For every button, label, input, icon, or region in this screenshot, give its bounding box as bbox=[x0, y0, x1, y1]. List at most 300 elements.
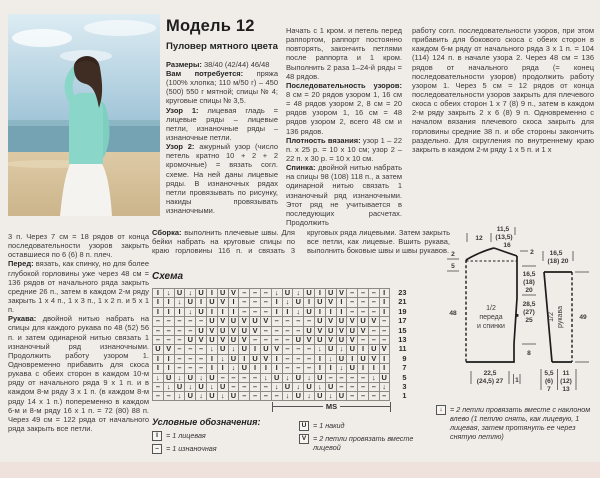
chart-cell: U bbox=[184, 297, 195, 306]
chart-cell: – bbox=[271, 391, 282, 400]
chart-cell: U bbox=[217, 288, 228, 297]
chart-cell: ↓ bbox=[379, 382, 390, 391]
column-instructions-1 bbox=[286, 26, 402, 227]
svg-text:(24,5) 27: (24,5) 27 bbox=[476, 378, 504, 385]
chart-cell: – bbox=[152, 326, 163, 335]
chart-cell: ↓ bbox=[228, 363, 239, 372]
chart-cell: – bbox=[346, 288, 357, 297]
chart-cell: U bbox=[249, 354, 260, 363]
chart-cell: – bbox=[238, 382, 249, 391]
paragraph: Сборка: выполнить плечевые швы. Для бейки набрать на круговые спицы по краю горловины 116 п. и связать 3 круговых ряда лицевыми. Затем закрыть все петли, как лицевые. Вшить рукава, выполнить боковые швы и швы рукавов. bbox=[152, 228, 450, 256]
chart-cell: U bbox=[379, 373, 390, 382]
chart-cell: ↓ bbox=[163, 288, 174, 297]
chart-cell: I bbox=[206, 363, 217, 372]
chart-row bbox=[152, 344, 407, 353]
chart-cell: I bbox=[303, 297, 314, 306]
chart-cell: I bbox=[271, 354, 282, 363]
chart-cell: U bbox=[292, 297, 303, 306]
chart-cell: – bbox=[336, 382, 347, 391]
chart-cell: ↓ bbox=[282, 373, 293, 382]
chart-cell: – bbox=[303, 363, 314, 372]
chart-cell: – bbox=[238, 288, 249, 297]
chart-cell: V bbox=[325, 297, 336, 306]
chart-cell: – bbox=[368, 288, 379, 297]
legend-item-text: = 2 петли провязать вместе лицевой bbox=[313, 434, 414, 452]
chart-cell: I bbox=[163, 363, 174, 372]
chart-cell: U bbox=[217, 344, 228, 353]
chart-cell: I bbox=[379, 363, 390, 372]
chart-cell: I bbox=[325, 363, 336, 372]
svg-text:2: 2 bbox=[451, 251, 455, 258]
chart-cell: I bbox=[314, 363, 325, 372]
svg-text:рукава: рукава bbox=[557, 306, 564, 328]
paragraph: Вам потребуется: пряжа (100% хлопка; 110 м/50 г) – 450 (500) 550 г мятной; спицы № 4; круговые спицы № 3,5. bbox=[166, 68, 278, 106]
chart-row-number: 3 bbox=[402, 381, 407, 391]
chart-row-number: 7 bbox=[402, 363, 407, 373]
chart-row bbox=[152, 391, 407, 400]
chart-cell: ↓ bbox=[228, 344, 239, 353]
scan-edge bbox=[0, 462, 600, 478]
chart-cell: I bbox=[249, 344, 260, 353]
intro-paragraphs bbox=[166, 60, 278, 215]
instructions-paragraphs-2 bbox=[412, 26, 594, 154]
svg-text:(13,5): (13,5) bbox=[495, 234, 513, 241]
chart-cell: U bbox=[325, 326, 336, 335]
chart-row bbox=[152, 382, 407, 391]
chart-cell: U bbox=[325, 382, 336, 391]
chart-cell: – bbox=[260, 391, 271, 400]
paragraph: Узор 2: ажурный узор (число петель кратно 10 + 2 + 2 кромочные) = вязать согл. схеме. На ней даны лицевые ряды. В изнаночных рядах петли провязывать по рисунку, накиды провязывать изнаночными. bbox=[166, 142, 278, 216]
chart-cell: I bbox=[152, 363, 163, 372]
chart-cell: I bbox=[336, 297, 347, 306]
chart-cell: U bbox=[303, 326, 314, 335]
legend-group-2 bbox=[299, 421, 427, 455]
chart-cell: – bbox=[238, 391, 249, 400]
chart-row bbox=[152, 326, 407, 335]
chart-row bbox=[152, 307, 407, 316]
stitch-symbol-icon: U bbox=[299, 421, 309, 431]
chart-cell: – bbox=[163, 335, 174, 344]
chart-cell: ↓ bbox=[336, 363, 347, 372]
chart-cell: V bbox=[195, 335, 206, 344]
legend-item-text: = 2 петли провязать вместе с наклоном влево (1 петлю снять, как лицевую, 1 лицевая, затем протянуть ее через снятую петлю) bbox=[450, 405, 591, 441]
chart-cell: I bbox=[206, 354, 217, 363]
chart-cell: U bbox=[357, 354, 368, 363]
chart-cell: – bbox=[217, 373, 228, 382]
legend-item-text: = 1 изнаночная bbox=[166, 444, 217, 453]
chart-cell: – bbox=[368, 307, 379, 316]
stitch-symbol-icon: ↓ bbox=[436, 405, 446, 415]
chart-row-number: 11 bbox=[398, 344, 407, 354]
chart-cell: U bbox=[206, 373, 217, 382]
chart-cell: – bbox=[303, 344, 314, 353]
chart-cell: ↓ bbox=[325, 354, 336, 363]
chart-cell: ↓ bbox=[314, 344, 325, 353]
chart-cell: U bbox=[217, 326, 228, 335]
schema-heading: Схема bbox=[152, 271, 184, 282]
ms-label: MS bbox=[325, 402, 338, 411]
chart-row-number: 23 bbox=[398, 288, 407, 297]
chart-cell: – bbox=[325, 373, 336, 382]
chart-cell: – bbox=[260, 335, 271, 344]
chart-cell: – bbox=[184, 326, 195, 335]
chart-cell: – bbox=[152, 316, 163, 325]
chart-cell: ↓ bbox=[271, 382, 282, 391]
chart-cell: ↓ bbox=[174, 373, 185, 382]
svg-text:28,5: 28,5 bbox=[522, 301, 536, 308]
chart-cell: – bbox=[292, 363, 303, 372]
chart-row-number: 21 bbox=[398, 297, 407, 307]
chart-cell: V bbox=[249, 326, 260, 335]
chart-cell: – bbox=[346, 382, 357, 391]
svg-text:48: 48 bbox=[449, 310, 457, 317]
legend-item bbox=[152, 444, 284, 454]
chart-cell: U bbox=[292, 391, 303, 400]
paragraph: Последовательность узоров: 8 см = 20 рядов узором 1, 16 см = 48 рядов узором 2, 8 см = 20 рядов узором 1, 16 см = 48 рядов узором 2, всего 48 см и 136 рядов. bbox=[286, 80, 402, 136]
svg-text:8: 8 bbox=[527, 350, 531, 357]
chart-cell: – bbox=[357, 288, 368, 297]
chart-cell: – bbox=[357, 335, 368, 344]
chart-cell: U bbox=[368, 344, 379, 353]
chart-cell: – bbox=[174, 344, 185, 353]
chart-cell: I bbox=[152, 297, 163, 306]
svg-text:16,5: 16,5 bbox=[522, 271, 536, 278]
chart-cell: V bbox=[346, 335, 357, 344]
chart-cell: – bbox=[379, 391, 390, 400]
svg-text:2: 2 bbox=[530, 249, 534, 256]
chart-cell: I bbox=[346, 354, 357, 363]
svg-text:20: 20 bbox=[525, 287, 533, 294]
assembly-paragraphs bbox=[152, 228, 450, 255]
chart-cell: – bbox=[368, 382, 379, 391]
chart-cell: U bbox=[336, 335, 347, 344]
chart-cell: ↓ bbox=[163, 382, 174, 391]
lace-chart bbox=[152, 288, 407, 401]
pattern-subtitle: Пуловер мятного цвета bbox=[166, 41, 278, 53]
chart-cell: U bbox=[217, 382, 228, 391]
legend-item bbox=[436, 405, 596, 441]
chart-cell: U bbox=[206, 297, 217, 306]
chart-cell: – bbox=[368, 391, 379, 400]
chart-cell: ↓ bbox=[271, 288, 282, 297]
chart-cell: I bbox=[217, 363, 228, 372]
svg-text:5,5: 5,5 bbox=[544, 370, 554, 377]
chart-cell: – bbox=[238, 307, 249, 316]
ms-repeat-bracket bbox=[272, 401, 391, 412]
chart-cell: U bbox=[260, 344, 271, 353]
svg-text:49: 49 bbox=[579, 314, 587, 321]
chart-cell: – bbox=[184, 344, 195, 353]
chart-cell: U bbox=[346, 363, 357, 372]
chart-cell: – bbox=[249, 382, 260, 391]
chart-cell: – bbox=[282, 354, 293, 363]
chart-cell: I bbox=[152, 354, 163, 363]
svg-text:11: 11 bbox=[562, 370, 570, 377]
chart-cell: ↓ bbox=[174, 297, 185, 306]
svg-text:11,5: 11,5 bbox=[496, 226, 510, 233]
chart-cell: – bbox=[195, 344, 206, 353]
chart-row bbox=[152, 335, 407, 344]
chart-cell: – bbox=[303, 354, 314, 363]
chart-cell: – bbox=[184, 363, 195, 372]
chart-cell: I bbox=[357, 344, 368, 353]
page-title: Модель 12 bbox=[166, 17, 255, 35]
chart-cell: U bbox=[195, 326, 206, 335]
chart-cell: U bbox=[336, 354, 347, 363]
chart-cell: I bbox=[379, 307, 390, 316]
chart-cell: – bbox=[346, 297, 357, 306]
svg-text:7: 7 bbox=[547, 386, 551, 393]
svg-text:переда: переда bbox=[479, 314, 503, 321]
chart-cell: V bbox=[206, 326, 217, 335]
chart-cell: V bbox=[314, 326, 325, 335]
chart-cell: – bbox=[228, 382, 239, 391]
chart-cell: – bbox=[292, 354, 303, 363]
legend-item bbox=[152, 431, 284, 441]
chart-cell: – bbox=[346, 307, 357, 316]
chart-cell: ↓ bbox=[206, 344, 217, 353]
chart-cell: – bbox=[357, 382, 368, 391]
chart-cell: I bbox=[152, 288, 163, 297]
column-intro bbox=[166, 16, 278, 215]
chart-cell: I bbox=[336, 307, 347, 316]
chart-cell: I bbox=[314, 288, 325, 297]
svg-text:(18) 20: (18) 20 bbox=[547, 258, 569, 265]
chart-cell: U bbox=[303, 382, 314, 391]
paragraph: Начать с 1 кром. и петель перед раппортом, раппорт постоянно повторять, закончить петлями после раппорта и 1 кром. Выполнить 2 раза 1–24-й ряды = 48 рядов. bbox=[286, 26, 402, 81]
chart-cell: U bbox=[314, 391, 325, 400]
chart-cell: U bbox=[336, 316, 347, 325]
chart-cell: I bbox=[357, 363, 368, 372]
svg-text:1/2: 1/2 bbox=[548, 312, 555, 322]
chart-cell: V bbox=[260, 316, 271, 325]
chart-cell: – bbox=[282, 363, 293, 372]
paragraph: Рукава: двойной нитью набрать на спицы для каждого рукава по 48 (52) 56 п. и затем одинарной нитью связать 1 изнаночный ряд изнаночными. Продолжить работу узором 1. Одновременно прибавить для скоса рукава с обеих сторон в каждом 10-м ряду от начального ряда 9 х 1 п. и в каждом 8-м ряду 3 х 1 п. (в каждом 8-м ряду 14 х 1 п.) попеременно в каждом 6-м и 8-м ряду 16 х 1 п. = 72 (80) 88 п. Через 49 см = 122 ряда от начального ряда закрыть все петли. bbox=[8, 314, 149, 433]
chart-cell: U bbox=[206, 316, 217, 325]
chart-cell: – bbox=[184, 316, 195, 325]
chart-cell: – bbox=[195, 354, 206, 363]
chart-cell: U bbox=[314, 316, 325, 325]
chart-cell: I bbox=[260, 363, 271, 372]
chart-row-number: 5 bbox=[402, 372, 407, 382]
chart-cell: V bbox=[325, 335, 336, 344]
paragraph: Узор 1: лицевая гладь = лицевые ряды – лицевые петли, изнаночные ряды – изнаночные петли. bbox=[166, 105, 278, 142]
chart-cell: V bbox=[260, 354, 271, 363]
chart-cell: U bbox=[346, 326, 357, 335]
chart-cell: V bbox=[217, 297, 228, 306]
chart-cell: I bbox=[314, 307, 325, 316]
chart-cell: U bbox=[303, 288, 314, 297]
chart-cell: I bbox=[379, 297, 390, 306]
chart-cell: U bbox=[292, 373, 303, 382]
chart-cell: I bbox=[325, 307, 336, 316]
chart-cell: – bbox=[282, 335, 293, 344]
chart-cell: I bbox=[163, 354, 174, 363]
chart-cell: ↓ bbox=[303, 391, 314, 400]
chart-cell: ↓ bbox=[260, 373, 271, 382]
chart-cell: – bbox=[271, 316, 282, 325]
chart-row bbox=[152, 316, 407, 325]
chart-cell: – bbox=[379, 316, 390, 325]
chart-cell: U bbox=[357, 316, 368, 325]
chart-cell: U bbox=[184, 391, 195, 400]
legend-group-1 bbox=[152, 431, 284, 457]
svg-text:(27): (27) bbox=[523, 309, 535, 316]
chart-cell: – bbox=[260, 297, 271, 306]
chart-cell: ↓ bbox=[292, 307, 303, 316]
chart-row-number: 17 bbox=[398, 316, 407, 326]
chart-cell: U bbox=[152, 344, 163, 353]
svg-text:22,5: 22,5 bbox=[483, 370, 497, 377]
chart-cell: U bbox=[206, 335, 217, 344]
chart-cell: – bbox=[282, 316, 293, 325]
chart-cell: V bbox=[368, 354, 379, 363]
chart-cell: – bbox=[357, 391, 368, 400]
chart-cell: – bbox=[163, 326, 174, 335]
chart-cell: I bbox=[228, 307, 239, 316]
chart-cell: – bbox=[282, 326, 293, 335]
chart-cell: U bbox=[346, 344, 357, 353]
model-photo bbox=[8, 14, 160, 216]
chart-row-number: 15 bbox=[398, 325, 407, 335]
assembly-text bbox=[152, 228, 450, 255]
chart-cell: ↓ bbox=[217, 391, 228, 400]
chart-cell: I bbox=[249, 363, 260, 372]
chart-cell: – bbox=[174, 354, 185, 363]
chart-cell: ↓ bbox=[184, 288, 195, 297]
stitch-symbol-icon: – bbox=[152, 444, 162, 454]
chart-cell: – bbox=[368, 335, 379, 344]
chart-cell: U bbox=[174, 382, 185, 391]
chart-cell: – bbox=[292, 326, 303, 335]
chart-cell: – bbox=[260, 307, 271, 316]
chart-cell: – bbox=[174, 363, 185, 372]
chart-cell: I bbox=[195, 297, 206, 306]
chart-cell: – bbox=[282, 344, 293, 353]
chart-cell: – bbox=[303, 316, 314, 325]
chart-cell: ↓ bbox=[184, 307, 195, 316]
svg-text:16,5: 16,5 bbox=[549, 250, 563, 257]
chart-cell: U bbox=[184, 335, 195, 344]
chart-cell: V bbox=[217, 316, 228, 325]
chart-cell: – bbox=[174, 335, 185, 344]
chart-cell: ↓ bbox=[325, 391, 336, 400]
svg-text:1: 1 bbox=[515, 377, 519, 384]
chart-cell: I bbox=[271, 363, 282, 372]
legend-item-text: = 1 лицевая bbox=[166, 431, 206, 440]
chart-cell: U bbox=[228, 316, 239, 325]
chart-cell: V bbox=[336, 326, 347, 335]
chart-row bbox=[152, 288, 407, 297]
chart-cell: – bbox=[184, 354, 195, 363]
svg-text:1/2: 1/2 bbox=[486, 305, 496, 312]
legend-group-3 bbox=[436, 405, 596, 444]
legend-item-text: = 1 накид bbox=[313, 421, 345, 430]
chart-row bbox=[152, 363, 407, 372]
svg-text:(18): (18) bbox=[523, 279, 535, 286]
legend-heading: Условные обозначения: bbox=[152, 417, 261, 427]
chart-cell: – bbox=[271, 326, 282, 335]
chart-cell: ↓ bbox=[184, 382, 195, 391]
stitch-symbol-icon: V bbox=[299, 434, 309, 444]
chart-cell: – bbox=[379, 335, 390, 344]
paragraph: Перед: вязать, как спинку, но для более глубокой горловины уже через 48 см = 136 рядов от начального ряда закрыть средние 26 п., затем в каждом 2-м ряду закрыть 1 х 4 п., 1 х 3 п., 1 х 2 п. и 5 х 1 п. bbox=[8, 259, 149, 315]
chart-cell: – bbox=[238, 297, 249, 306]
chart-row-number: 13 bbox=[398, 334, 407, 344]
chart-cell: – bbox=[346, 373, 357, 382]
chart-cell: – bbox=[195, 316, 206, 325]
chart-cell: ↓ bbox=[206, 382, 217, 391]
svg-text:и спинки: и спинки bbox=[477, 323, 505, 330]
chart-cell: – bbox=[195, 363, 206, 372]
chart-cell: I bbox=[379, 288, 390, 297]
chart-row bbox=[152, 297, 407, 306]
chart-cell: I bbox=[368, 363, 379, 372]
chart-cell: V bbox=[346, 316, 357, 325]
chart-cell: U bbox=[195, 382, 206, 391]
chart-cell: ↓ bbox=[292, 288, 303, 297]
legend-item bbox=[299, 434, 427, 452]
chart-row-number: 1 bbox=[402, 391, 407, 401]
chart-cell: ↓ bbox=[282, 297, 293, 306]
chart-cell: – bbox=[260, 288, 271, 297]
chart-cell: – bbox=[271, 335, 282, 344]
chart-cell: – bbox=[357, 307, 368, 316]
chart-cell: U bbox=[238, 363, 249, 372]
chart-cell: – bbox=[260, 326, 271, 335]
chart-cell: V bbox=[357, 326, 368, 335]
chart-cell: – bbox=[292, 316, 303, 325]
chart-cell: I bbox=[174, 307, 185, 316]
chart-cell: U bbox=[336, 391, 347, 400]
chart-cell: V bbox=[217, 335, 228, 344]
chart-cell: – bbox=[357, 373, 368, 382]
svg-text:16: 16 bbox=[503, 242, 511, 249]
chart-cell: U bbox=[238, 344, 249, 353]
chart-cell: I bbox=[238, 354, 249, 363]
chart-cell: V bbox=[238, 335, 249, 344]
chart-cell: ↓ bbox=[217, 354, 228, 363]
garment-schematics bbox=[444, 222, 600, 400]
chart-cell: V bbox=[379, 344, 390, 353]
chart-cell: U bbox=[206, 391, 217, 400]
chart-cell: – bbox=[357, 297, 368, 306]
chart-cell: U bbox=[303, 307, 314, 316]
chart-row bbox=[152, 373, 407, 382]
chart-cell: – bbox=[249, 307, 260, 316]
column-instructions-2 bbox=[412, 26, 594, 154]
chart-cell: V bbox=[336, 288, 347, 297]
chart-cell: – bbox=[249, 391, 260, 400]
bracket-tick-right bbox=[390, 402, 391, 412]
chart-cell: – bbox=[152, 391, 163, 400]
chart-cell: – bbox=[163, 391, 174, 400]
chart-cell: V bbox=[228, 288, 239, 297]
chart-row-number: 19 bbox=[398, 306, 407, 316]
chart-cell: I bbox=[163, 297, 174, 306]
chart-cell: – bbox=[228, 373, 239, 382]
chart-cell: – bbox=[174, 316, 185, 325]
chart-cell: U bbox=[271, 373, 282, 382]
chart-cell: U bbox=[195, 307, 206, 316]
chart-cell: I bbox=[271, 297, 282, 306]
chart-cell: ↓ bbox=[314, 382, 325, 391]
chart-cell: – bbox=[368, 326, 379, 335]
chart-cell: I bbox=[206, 288, 217, 297]
chart-cell: V bbox=[163, 344, 174, 353]
chart-cell: – bbox=[238, 373, 249, 382]
chart-cell: ↓ bbox=[282, 391, 293, 400]
